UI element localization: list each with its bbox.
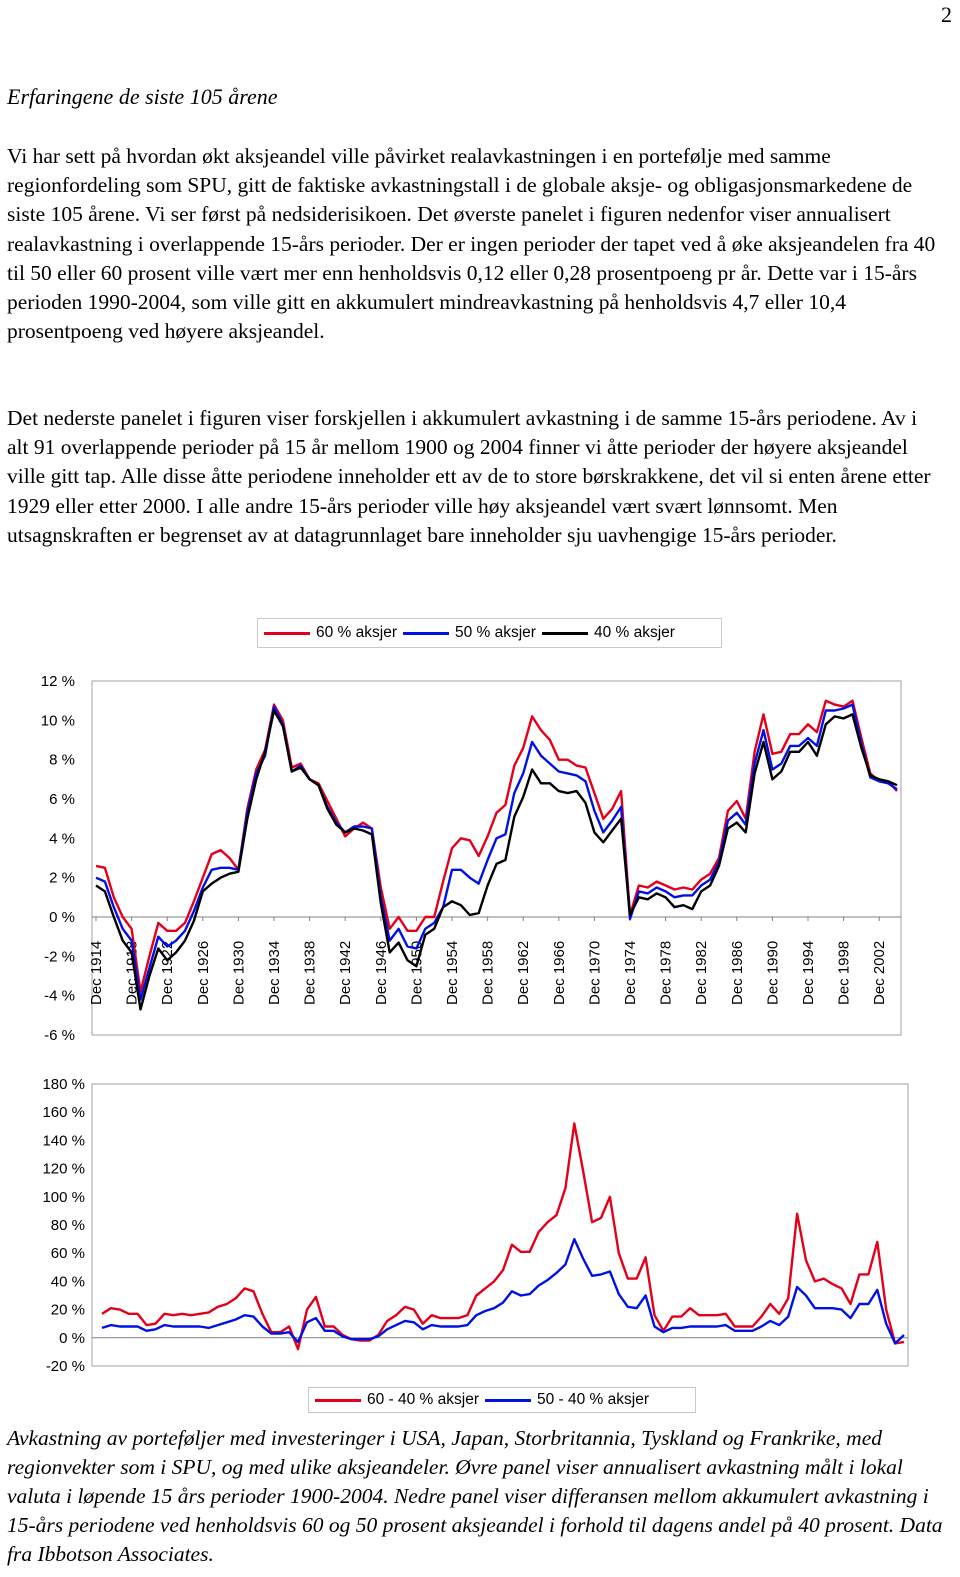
bottom-legend-item-0	[315, 1391, 479, 1409]
y-tick-label: 100 %	[42, 1188, 85, 1206]
x-tick-label: Dec 1982	[693, 940, 711, 1005]
y-tick-label: 80 %	[50, 1217, 85, 1234]
page-number: 2	[941, 2, 952, 27]
plot-area-2	[92, 1084, 908, 1366]
x-tick-label: Dec 1914	[88, 940, 105, 1005]
top-legend-item-1	[403, 624, 536, 642]
bottom-chart-accumulated-difference	[0, 1070, 960, 1380]
x-tick-label: Dec 1942	[337, 940, 355, 1005]
y-tick-label: 140 %	[42, 1132, 85, 1150]
bottom-legend-swatch-0	[315, 1399, 361, 1402]
x-tick-label: Dec 1962	[515, 940, 533, 1005]
x-tick-label: Dec 1922	[159, 940, 177, 1005]
y-tick-label: -6 %	[44, 1027, 75, 1044]
x-tick-label: Dec 1998	[835, 940, 853, 1005]
x-tick-label: Dec 1970	[586, 940, 604, 1005]
top-legend-swatch-1	[403, 632, 449, 635]
y-tick-label: 4 %	[49, 830, 75, 848]
x-tick-label: Dec 1934	[266, 940, 283, 1005]
x-tick-label: Dec 1954	[444, 940, 461, 1005]
x-tick-label: Dec 1950	[408, 940, 426, 1005]
top-legend-swatch-0	[264, 632, 310, 635]
top-legend-label-1: 50 % aksjer	[454, 624, 536, 641]
bottom-legend-label-1: 50 - 40 % aksjer	[537, 1391, 649, 1408]
x-tick-label: Dec 1958	[479, 940, 497, 1005]
top-legend-item-0	[264, 624, 397, 642]
y-tick-label: 10 %	[40, 712, 75, 730]
x-tick-label: Dec 1966	[550, 940, 568, 1005]
y-tick-label: 8 %	[49, 751, 75, 769]
top-chart-legend	[257, 618, 722, 648]
top-chart-annualized-return	[0, 655, 960, 1055]
top-legend-label-0: 60 % aksjer	[316, 624, 397, 641]
top-legend-label-2: 40 % aksjer	[593, 624, 675, 641]
figure-caption: Avkastning av porteføljer med investeringer i USA, Japan, Storbritannia, Tyskland og Frankrike, med regionvekter som i SPU, og med ulike aksjeandeler. Øvre panel viser annualisert avkastning målt i lokal valuta i løpende 15 års perioder 1900-2004. Nedre panel viser differansen mellom akkumulert avkastning i 15-års periodene ved henholdsvis 60 og 50 prosent aksjeandel i forhold til dagens andel på 40 prosent. Data fra Ibbotson Associates.	[7, 1426, 943, 1566]
x-tick-label: Dec 2002	[871, 940, 889, 1005]
y-tick-label: 40 %	[50, 1273, 85, 1291]
bottom-legend-swatch-1	[485, 1399, 531, 1402]
bottom-chart-legend	[308, 1387, 696, 1413]
y-tick-label: 0 %	[49, 909, 75, 926]
y-tick-label: 12 %	[40, 673, 75, 690]
x-tick-label: Dec 1918	[123, 940, 141, 1005]
x-tick-label: Dec 1978	[657, 940, 675, 1005]
bottom-legend-label-0: 60 - 40 % aksjer	[367, 1391, 479, 1408]
x-tick-label: Dec 1946	[372, 940, 390, 1005]
top-legend-swatch-2	[542, 632, 588, 635]
paragraph-1: Vi har sett på hvordan økt aksjeandel ville påvirket realavkastningen i en portefølje med samme regionfordeling som SPU, gitt de faktiske avkastningstall i de globale aksje- og obligasjonsmarkedene de siste 105 årene. Vi ser først på nedsiderisikoen. Det øverste panelet i figuren nedenfor viser annualisert realavkastning i overlappende 15-års perioder. Der er ingen perioder der tapet ved å øke aksjeandelen fra 40 til 50 eller 60 prosent ville vært mer enn henholdsvis 0,12 eller 0,28 prosentpoeng pr år. Dette var i 15-års perioden 1990-2004, som ville gitt en akkumulert mindreavkastning på henholdsvis 4,7 eller 10,4 prosentpoeng ved høyere aksjeandel.	[7, 144, 936, 344]
x-tick-label: Dec 1994	[800, 940, 817, 1005]
y-tick-label: 120 %	[42, 1160, 85, 1178]
y-tick-label: 60 %	[50, 1245, 85, 1263]
top-legend-item-2	[542, 624, 675, 642]
x-tick-label: Dec 1930	[230, 940, 248, 1005]
x-tick-label: Dec 1926	[194, 940, 212, 1005]
x-tick-label: Dec 1938	[301, 940, 319, 1005]
series-line-1	[102, 1239, 904, 1343]
y-tick-label: 2 %	[49, 869, 75, 887]
y-tick-label: 6 %	[49, 791, 75, 808]
y-tick-label: -20 %	[45, 1358, 85, 1375]
y-tick-label: 180 %	[42, 1076, 85, 1093]
y-tick-label: -4 %	[44, 987, 75, 1005]
y-tick-label: -2 %	[44, 948, 75, 966]
paragraph-2: Det nederste panelet i figuren viser forskjellen i akkumulert avkastning i de samme 15-års periodene. Av i alt 91 overlappende perioder på 15 år mellom 1900 og 2004 finner vi åtte perioder der høyere aksjeandel ville gitt tap. Alle disse åtte periodene inneholder ett av de to store børskrakkene, det vil si enten årene etter 1929 eller etter 2000. I alle andre 15-års perioder ville høy aksjeandel vært svært lønnsomt. Men utsagnskraften er begrenset av at datagrunnlaget bare inneholder sju uavhengige 15-års perioder.	[7, 406, 931, 547]
section-heading: Erfaringene de siste 105 årene	[7, 84, 278, 109]
y-tick-label: 160 %	[42, 1104, 85, 1122]
bottom-legend-item-1	[485, 1391, 649, 1409]
series-line-0	[102, 1124, 904, 1350]
y-tick-label: 20 %	[50, 1301, 85, 1319]
x-tick-label: Dec 1986	[728, 940, 746, 1005]
x-tick-label: Dec 1990	[764, 940, 782, 1005]
y-tick-label: 0 %	[59, 1329, 85, 1347]
x-tick-label: Dec 1974	[622, 940, 639, 1005]
